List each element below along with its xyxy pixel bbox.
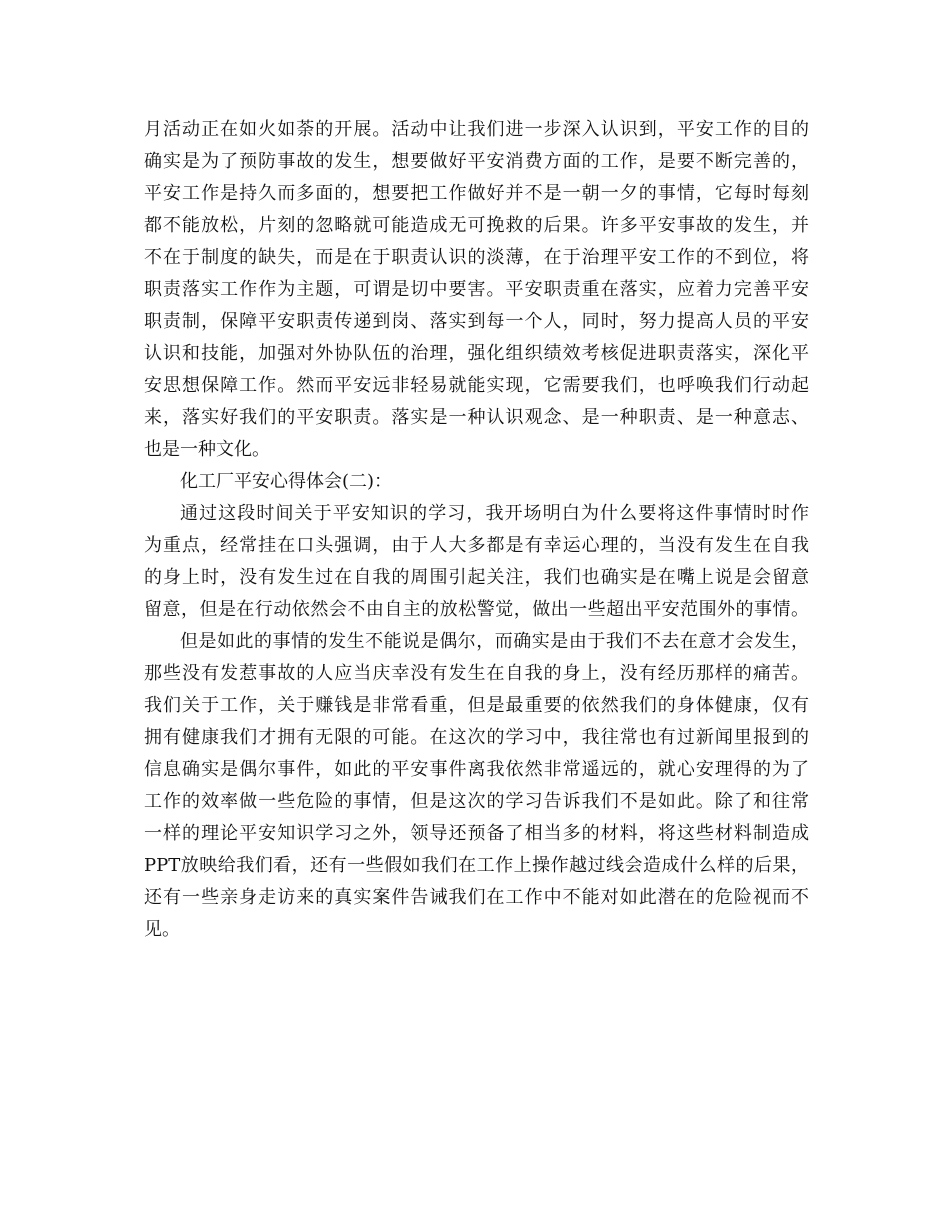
text-line: 通过这段时间关于平安知识的学习，我开场明白为什么要将这件事情时时作 xyxy=(180,503,809,524)
text-line: 工作的效率做一些危险的事情，但是这次的学习告诉我们不是如此。除了和往常 xyxy=(144,791,809,812)
text-line: 那些没有发惹事故的人应当庆幸没有发生在自我的身上，没有经历那样的痛苦。 xyxy=(144,663,809,684)
text-line: 拥有健康我们才拥有无限的可能。在这次的学习中，我往常也有过新闻里报到的 xyxy=(144,727,809,748)
text-line: 月活动正在如火如荼的开展。活动中让我们进一步深入认识到，平安工作的目的 xyxy=(144,119,809,140)
text-line: 信息确实是偶尔事件，如此的平安事件离我依然非常遥远的，就心安理得的为了 xyxy=(144,759,809,780)
text-line: 认识和技能，加强对外协队伍的治理，强化组织绩效考核促进职责落实，深化平 xyxy=(144,343,809,364)
text-line: 来，落实好我们的平安职责。落实是一种认识观念、是一种职责、是一种意志、 xyxy=(144,407,809,428)
text-line: PPT放映给我们看，还有一些假如我们在工作上操作越过线会造成什么样的后果， xyxy=(144,855,809,876)
document-body xyxy=(144,114,809,946)
text-line: 也是一种文化。 xyxy=(144,439,270,460)
paragraph xyxy=(144,114,809,466)
text-line: 但是如此的事情的发生不能说是偶尔，而确实是由于我们不去在意才会发生， xyxy=(180,631,809,652)
paragraph xyxy=(144,626,809,946)
text-line: 一样的理论平安知识学习之外，领导还预备了相当多的材料，将这些材料制造成 xyxy=(144,823,809,844)
text-line: 的身上时，没有发生过在自我的周围引起关注，我们也确实是在嘴上说是会留意 xyxy=(144,567,809,588)
text-line: 不在于制度的缺失，而是在于职责认识的淡薄，在于治理平安工作的不到位，将 xyxy=(144,247,809,268)
text-line: 都不能放松，片刻的忽略就可能造成无可挽救的后果。许多平安事故的发生，并 xyxy=(144,215,809,236)
text-line: 化工厂平安心得体会(二)： xyxy=(180,471,393,492)
text-line: 我们关于工作，关于赚钱是非常看重，但是最重要的依然我们的身体健康，仅有 xyxy=(144,695,809,716)
text-line: 还有一些亲身走访来的真实案件告诫我们在工作中不能对如此潜在的危险视而不 xyxy=(144,887,809,908)
text-line: 职责制，保障平安职责传递到岗、落实到每一个人，同时，努力提高人员的平安 xyxy=(144,311,809,332)
text-line: 确实是为了预防事故的发生，想要做好平安消费方面的工作，是要不断完善的， xyxy=(144,151,809,172)
text-line: 平安工作是持久而多面的，想要把工作做好并不是一朝一夕的事情，它每时每刻 xyxy=(144,183,809,204)
text-line: 为重点，经常挂在口头强调，由于人大多都是有幸运心理的，当没有发生在自我 xyxy=(144,535,809,556)
text-line: 职责落实工作作为主题，可谓是切中要害。平安职责重在落实，应着力完善平安 xyxy=(144,279,809,300)
text-line: 留意，但是在行动依然会不由自主的放松警觉，做出一些超出平安范围外的事情。 xyxy=(144,599,809,620)
text-line: 见。 xyxy=(144,919,180,940)
section-heading xyxy=(144,466,809,498)
paragraph xyxy=(144,498,809,626)
text-line: 安思想保障工作。然而平安远非轻易就能实现，它需要我们，也呼唤我们行动起 xyxy=(144,375,809,396)
